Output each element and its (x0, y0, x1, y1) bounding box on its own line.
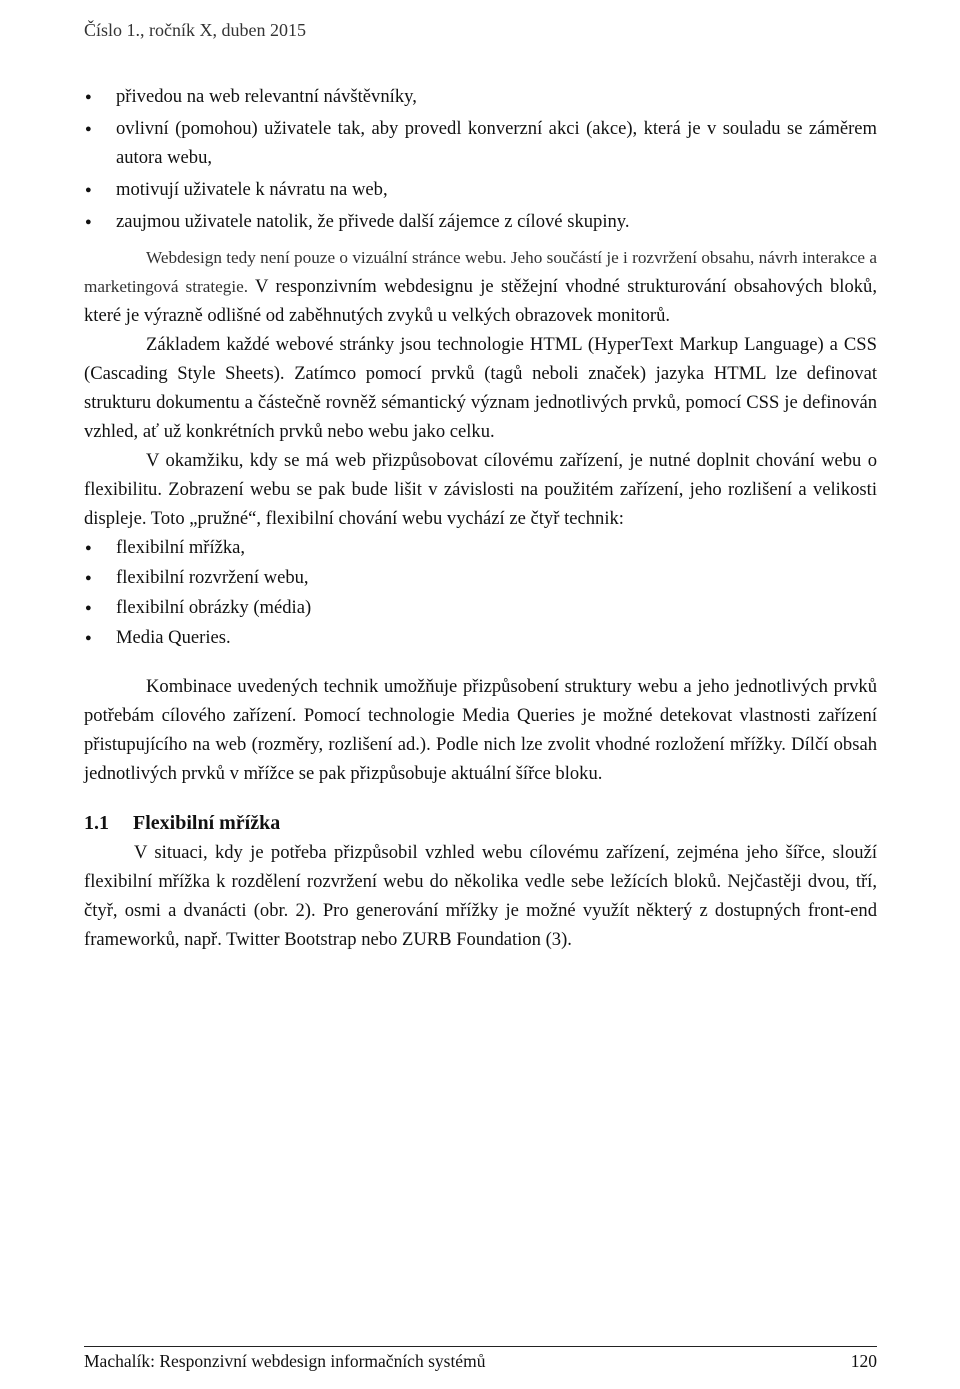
paragraph-webdesign-lead: Webdesign tedy není pouze o vizuální stránce webu. Jeho součástí je i rozvržení obsahu, návrh interakce a marketingová strategie. (84, 248, 877, 296)
list-item: ● zaujmou uživatele natolik, že přivede další zájemce z cílové skupiny. (84, 207, 877, 236)
paragraph-html-css: Základem každé webové stránky jsou technologie HTML (HyperText Markup Language) a CSS (Cascading Style Sheets). Zatímco pomocí prvků (tagů neboli značek) jazyka HTML lze definovat strukturu dokumentu a částečně rovněž sémantický význam jednotlivých prvků, pomocí CSS je definován vzhled, ať už konkrétních prvků nebo webu jako celku. (84, 334, 877, 442)
goals-bullet-list (84, 82, 877, 236)
paragraph-webdesign (84, 243, 877, 330)
page-number: 120 (850, 1351, 877, 1371)
techniques-bullet-list (84, 533, 877, 652)
list-item: ● motivují uživatele k návratu na web, (84, 175, 877, 204)
list-item: ● flexibilní mřížka, (84, 533, 877, 562)
paragraph-flexibility: V okamžiku, kdy se má web přizpůsobovat cílovému zařízení, je nutné doplnit chování webu o flexibilitu. Zobrazení webu se pak bude lišit v závislosti na použitém zařízení, jeho rozlišení a velikosti displeje. Toto „pružné“, flexibilní chování webu vychází ze čtyř technik: (84, 450, 877, 529)
paragraph-combination: Kombinace uvedených technik umožňuje přizpůsobení struktury webu a jeho jednotlivých prvků potřebám cílového zařízení. Pomocí technologie Media Queries je možné detekovat vlastnosti zařízení přistupujícího na web (rozměry, rozlišení ad.). Podle nich lze zvolit vhodné rozložení mřížky. Dílčí obsah jednotlivých prvků v mřížce se pak přizpůsobuje aktuální šířce bloku. (84, 676, 877, 784)
list-item: ● přivedou na web relevantní návštěvníky, (84, 82, 877, 111)
list-item: ● Media Queries. (84, 623, 877, 652)
section-title: Flexibilní mřížka (133, 812, 281, 834)
footer-title: Machalík: Responzivní webdesign informačních systémů (84, 1351, 486, 1371)
running-header: Číslo 1., ročník X, duben 2015 (84, 20, 306, 40)
list-item: ● ovlivní (pomohou) uživatele tak, aby provedl konverzní akci (akce), která je v souladu se záměrem autora webu, (84, 114, 877, 172)
section-number: 1.1 (84, 812, 109, 834)
paragraph-grid: V situaci, kdy je potřeba přizpůsobil vzhled webu cílovému zařízení, zejména jeho šířce, slouží flexibilní mřížka k rozdělení rozvržení webu do několika vedle sebe ležících bloků. Nejčastěji dvou, tří, čtyř, osmi a dvanácti (obr. 2). Pro generování mřížky je možné využít některý z dostupných front-end frameworků, např. Twitter Bootstrap nebo ZURB Foundation (3). (84, 842, 877, 950)
page-footer (84, 1346, 877, 1373)
section-heading (84, 808, 877, 838)
paragraph-webdesign-rest: V responzivním webdesignu je stěžejní vhodné strukturování obsahových bloků, které je výrazně odlišné od zaběhnutých zvyků u velkých obrazovek monitorů. (84, 276, 877, 326)
list-item: ● flexibilní rozvržení webu, (84, 563, 877, 592)
page-body (84, 82, 877, 954)
list-item: ● flexibilní obrázky (média) (84, 593, 877, 622)
